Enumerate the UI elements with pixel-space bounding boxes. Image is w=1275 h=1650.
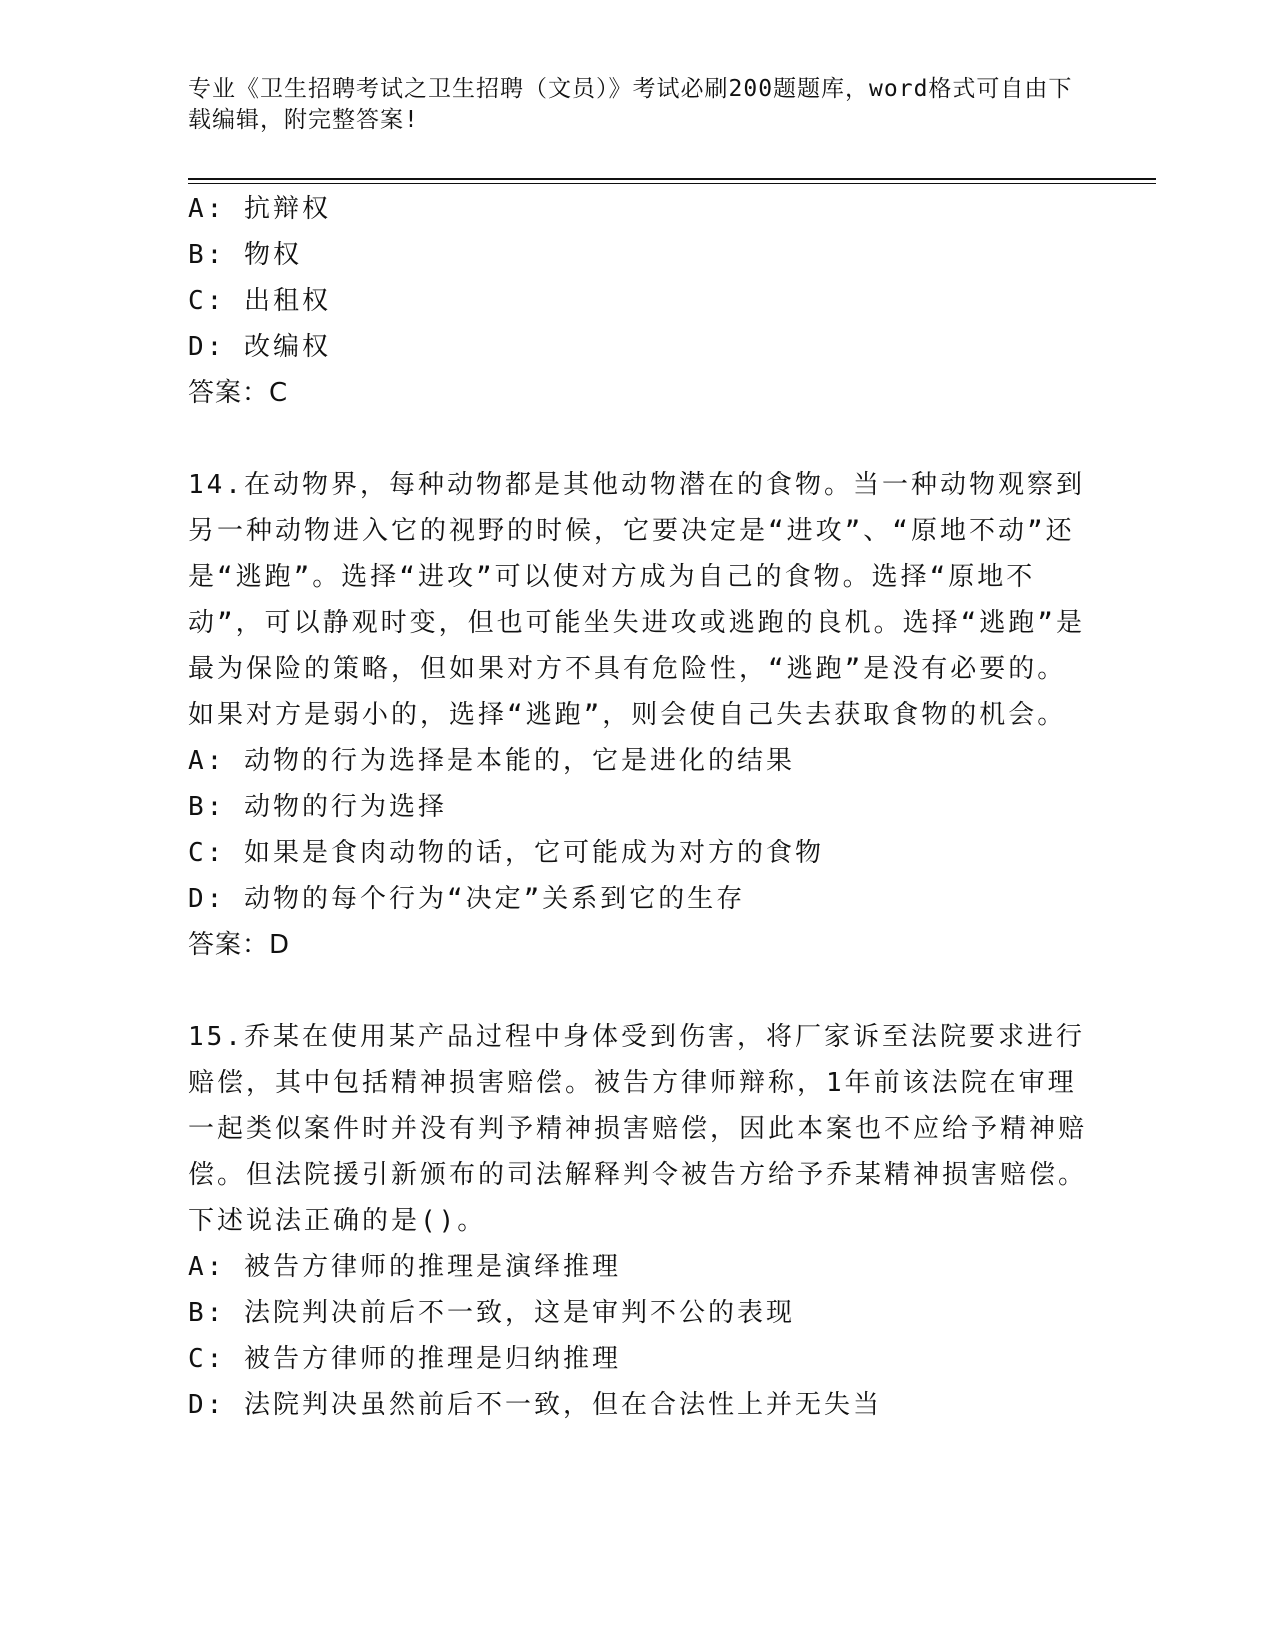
option-c: C: 出租权 <box>188 286 331 316</box>
question-spacer <box>188 968 1088 1014</box>
option-b: B: 物权 <box>188 240 302 270</box>
option-d: D: 动物的每个行为“决定”关系到它的生存 <box>188 884 746 914</box>
question-spacer <box>188 416 1088 462</box>
option-d: D: 改编权 <box>188 332 331 362</box>
question-14 <box>188 462 1088 968</box>
header-divider <box>188 178 1156 184</box>
answer-label: 答案：D <box>188 930 291 960</box>
question-15 <box>188 1014 1088 1428</box>
question-13-options <box>188 186 1088 416</box>
option-b: B: 动物的行为选择 <box>188 792 447 822</box>
answer-label: 答案：C <box>188 378 289 408</box>
document-header: 专业《卫生招聘考试之卫生招聘（文员）》考试必刷200题题库，word格式可自由下载编辑，附完整答案! <box>188 76 1073 133</box>
option-a: A: 动物的行为选择是本能的，它是进化的结果 <box>188 746 795 776</box>
question-stem: 14.在动物界，每种动物都是其他动物潜在的食物。当一种动物观察到另一种动物进入它的视野的时候，它要决定是“进攻”、“原地不动”还是“逃跑”。选择“进攻”可以使对方成为自己的食物。选择“原地不动”，可以静观时变，但也可能坐失进攻或逃跑的良机。选择“逃跑”是最为保险的策略，但如果对方不具有危险性，“逃跑”是没有必要的。如果对方是弱小的，选择“逃跑”，则会使自己失去获取食物的机会。 <box>188 470 1085 730</box>
option-a: A: 抗辩权 <box>188 194 331 224</box>
option-a: A: 被告方律师的推理是演绎推理 <box>188 1252 621 1282</box>
option-b: B: 法院判决前后不一致，这是审判不公的表现 <box>188 1298 795 1328</box>
option-d: D: 法院判决虽然前后不一致，但在合法性上并无失当 <box>188 1390 882 1420</box>
option-c: C: 如果是食肉动物的话，它可能成为对方的食物 <box>188 838 824 868</box>
question-content <box>188 186 1088 1428</box>
question-stem: 15.乔某在使用某产品过程中身体受到伤害，将厂家诉至法院要求进行赔偿，其中包括精神损害赔偿。被告方律师辩称，1年前该法院在审理一起类似案件时并没有判予精神损害赔偿，因此本案也不应给予精神赔偿。但法院援引新颁布的司法解释判令被告方给予乔某精神损害赔偿。下述说法正确的是()。 <box>188 1022 1088 1236</box>
option-c: C: 被告方律师的推理是归纳推理 <box>188 1344 621 1374</box>
